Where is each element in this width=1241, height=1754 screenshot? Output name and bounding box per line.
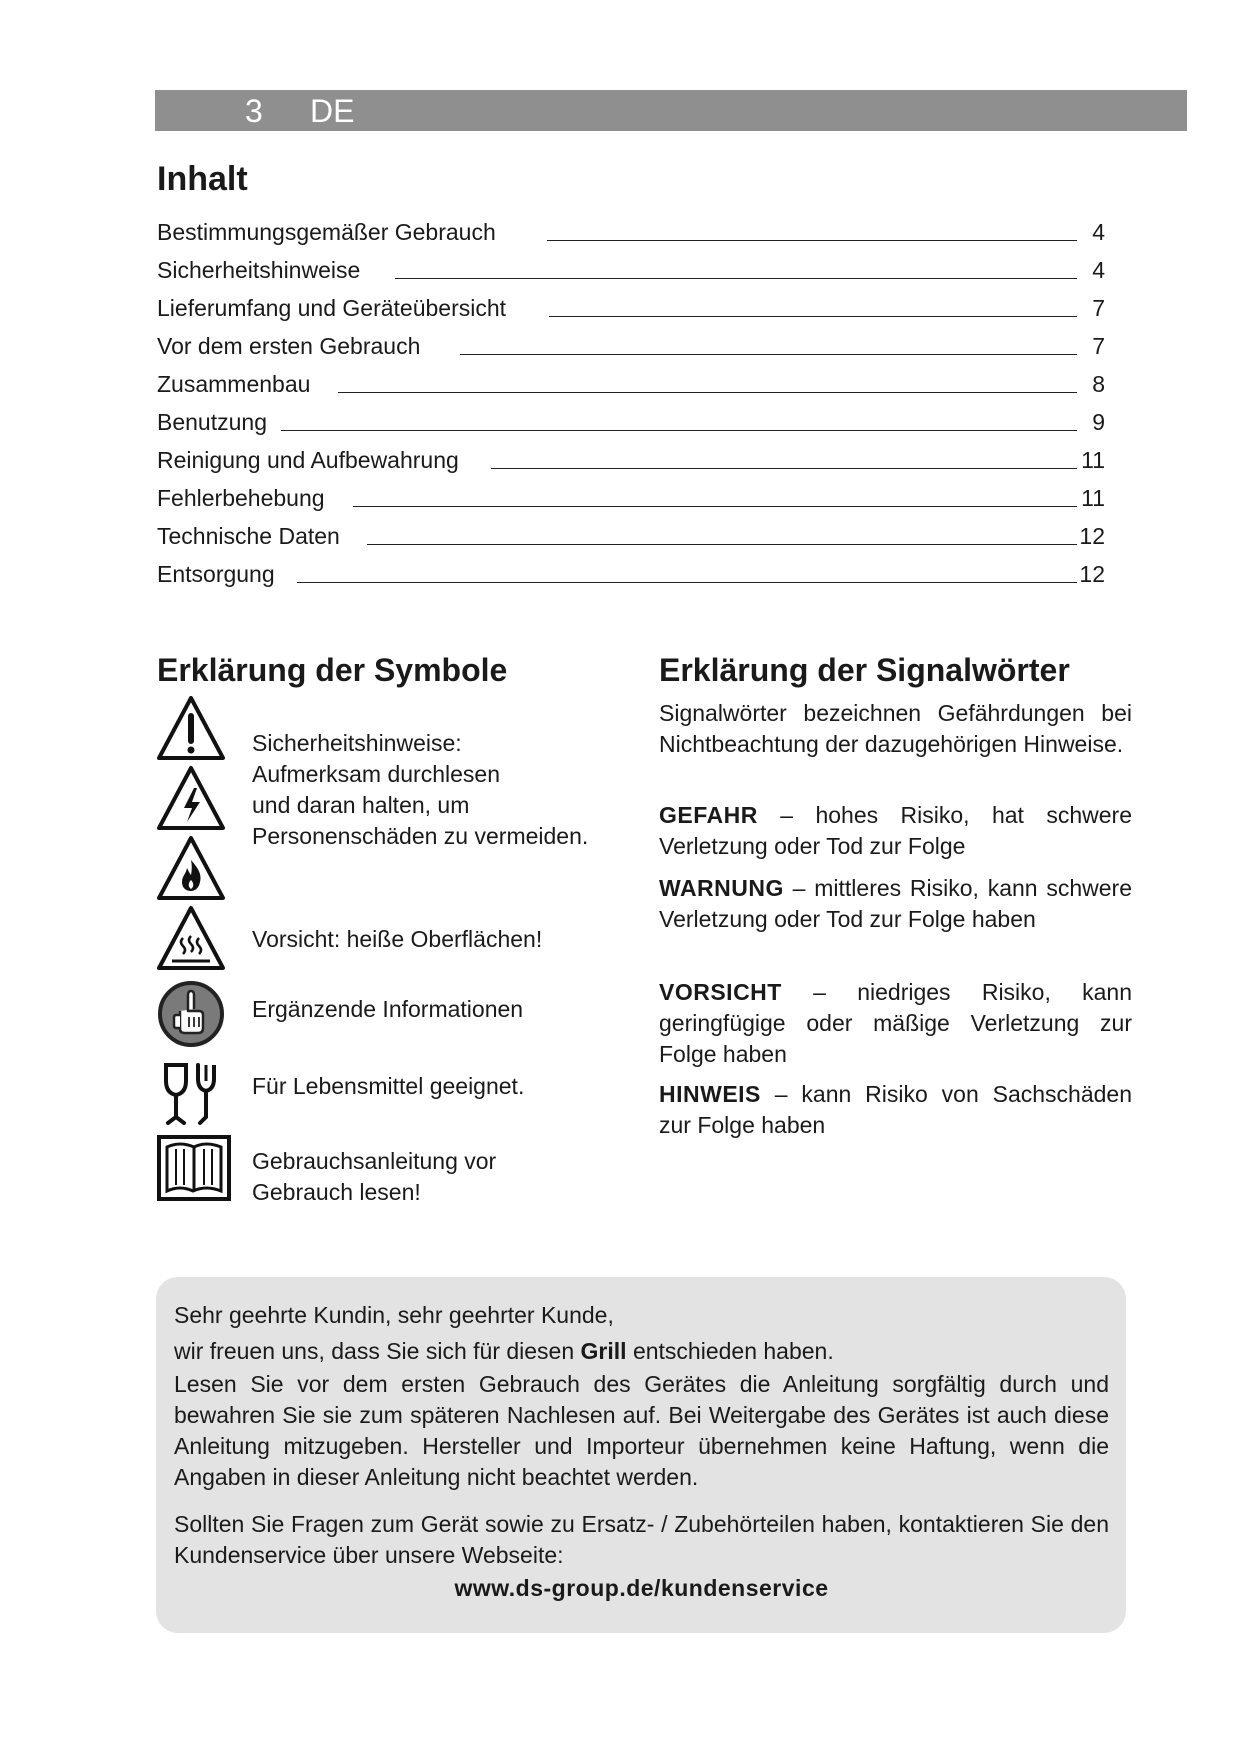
toc-title: Inhalt (157, 160, 248, 198)
signal-words-intro: Signalwörter bezeichnen Gefährdungen bei Nichtbeachtung der dazugehörigen Hinweise. (659, 700, 1132, 757)
toc-entry-page: 7 (1092, 333, 1105, 359)
signal-words-title: Erklärung der Signalwörter (659, 652, 1070, 688)
toc-entry[interactable] (157, 403, 1105, 441)
language-code: DE (310, 93, 355, 129)
toc-entry-label: Vor dem ersten Gebrauch (157, 333, 421, 359)
signal-word: WARNUNG (659, 875, 784, 901)
note-thanks-before: wir freuen uns, dass Sie sich für diesen (174, 1338, 575, 1364)
toc-entry-page: 12 (1079, 561, 1105, 587)
symbol-text-line: Aufmerksam durchlesen (252, 761, 500, 787)
header-bar (155, 90, 1187, 131)
symbol-description (252, 1071, 524, 1102)
fire-hazard-icon (156, 834, 226, 904)
info-hand-icon (156, 979, 226, 1049)
signal-word-text: – hohes Risiko, hat schwere Verletzung oder Tod zur Folge (659, 802, 1132, 859)
toc-entry-page: 8 (1092, 371, 1105, 397)
toc-entry-label: Zusammenbau (157, 371, 311, 397)
toc-entry[interactable] (157, 213, 1105, 251)
electric-hazard-icon (156, 764, 226, 834)
read-manual-icon (156, 1133, 232, 1203)
toc-leader-line (395, 278, 1077, 279)
signal-word-item (659, 800, 1132, 862)
symbol-text-line: Gebrauchsanleitung vor (252, 1148, 497, 1174)
toc-leader-line (367, 544, 1077, 545)
signal-word-text: – niedriges Risiko, kann geringfügige oder mäßige Verletzung zur Folge haben (659, 979, 1133, 1067)
toc-entry[interactable] (157, 441, 1105, 479)
toc-leader-line (549, 316, 1077, 317)
signal-word: VORSICHT (659, 979, 782, 1005)
toc-entry-label: Sicherheitshinweise (157, 257, 361, 283)
service-url[interactable]: www.ds-group.de/kundenservice (454, 1575, 829, 1601)
toc-entry-label: Technische Daten (157, 523, 340, 549)
toc-entry[interactable] (157, 327, 1105, 365)
signal-word-item (659, 977, 1132, 1070)
toc-entry[interactable] (157, 479, 1105, 517)
note-thanks-after: entschieden haben. (632, 1338, 834, 1364)
symbol-text-line: Vorsicht: heiße Oberflächen! (252, 926, 543, 952)
toc-entry-label: Reinigung und Aufbewahrung (157, 447, 459, 473)
signal-word-text: – kann Risiko von Sachschäden zur Folge haben (659, 1081, 1133, 1138)
toc-entry-page: 9 (1092, 409, 1105, 435)
symbol-description (252, 994, 523, 1025)
toc-leader-line (460, 354, 1077, 355)
toc-entry-label: Fehlerbehebung (157, 485, 325, 511)
table-of-contents (157, 213, 1105, 593)
note-paragraph: Lesen Sie vor dem ersten Gebrauch des Gerätes die Anleitung sorgfältig durch und bewahren Sie sie zum späteren Nachlesen auf. Bei Weitergabe des Gerätes ist auch diese Anleitung mitzugeben. Hersteller und Importeur übernehmen keine Haftung, wenn die Angaben in dieser Anleitung nicht beachtet werden. (174, 1371, 1109, 1490)
toc-entry-label: Bestimmungsgemäßer Gebrauch (157, 219, 496, 245)
toc-entry-page: 7 (1092, 295, 1105, 321)
toc-entry[interactable] (157, 251, 1105, 289)
signal-word-item (659, 873, 1132, 935)
note-contact: Sollten Sie Fragen zum Gerät sowie zu Ersatz- / Zubehörteilen haben, kontaktieren Sie den Kundenservice über unsere Webseite: (174, 1511, 1109, 1568)
note-greeting: Sehr geehrte Kundin, sehr geehrter Kunde, (174, 1302, 614, 1328)
toc-entry-label: Benutzung (157, 409, 267, 435)
warning-triangle-icon (156, 694, 226, 764)
toc-leader-line (547, 240, 1077, 241)
toc-entry-label: Entsorgung (157, 561, 275, 587)
symbol-description (252, 728, 588, 852)
symbol-text-line: und daran halten, um (252, 792, 470, 818)
toc-leader-line (338, 392, 1077, 393)
toc-entry[interactable] (157, 365, 1105, 403)
toc-entry[interactable] (157, 289, 1105, 327)
toc-entry-page: 11 (1081, 447, 1105, 473)
symbols-title: Erklärung der Symbole (157, 652, 508, 688)
toc-leader-line (281, 430, 1077, 431)
signal-word-text: – mittleres Risiko, kann schwere Verletzung oder Tod zur Folge haben (659, 875, 1132, 932)
signal-word: HINWEIS (659, 1081, 761, 1107)
toc-leader-line (353, 506, 1077, 507)
toc-leader-line (297, 582, 1077, 583)
page-number: 3 (245, 93, 263, 129)
note-thanks (174, 1336, 1109, 1367)
hot-surface-icon (156, 904, 226, 974)
product-name: Grill (580, 1338, 627, 1364)
customer-note (156, 1277, 1126, 1633)
toc-entry-label: Lieferumfang und Geräteübersicht (157, 295, 507, 321)
toc-entry-page: 11 (1081, 485, 1105, 511)
toc-entry-page: 4 (1092, 257, 1105, 283)
toc-leader-line (491, 468, 1077, 469)
signal-word-item (659, 1079, 1132, 1141)
symbol-text-line: Gebrauch lesen! (252, 1179, 421, 1205)
signal-word: GEFAHR (659, 802, 758, 828)
symbol-description (252, 1146, 496, 1208)
symbol-text-line: Personenschäden zu vermeiden. (252, 823, 589, 849)
food-safe-icon (156, 1059, 226, 1129)
symbol-text-line: Für Lebensmittel geeignet. (252, 1073, 525, 1099)
symbol-description (252, 924, 542, 955)
toc-entry[interactable] (157, 555, 1105, 593)
symbol-text-line: Ergänzende Informationen (252, 996, 524, 1022)
symbol-text-line: Sicherheitshinweise: (252, 730, 462, 756)
toc-entry-page: 12 (1079, 523, 1105, 549)
toc-entry-page: 4 (1092, 219, 1105, 245)
toc-entry[interactable] (157, 517, 1105, 555)
